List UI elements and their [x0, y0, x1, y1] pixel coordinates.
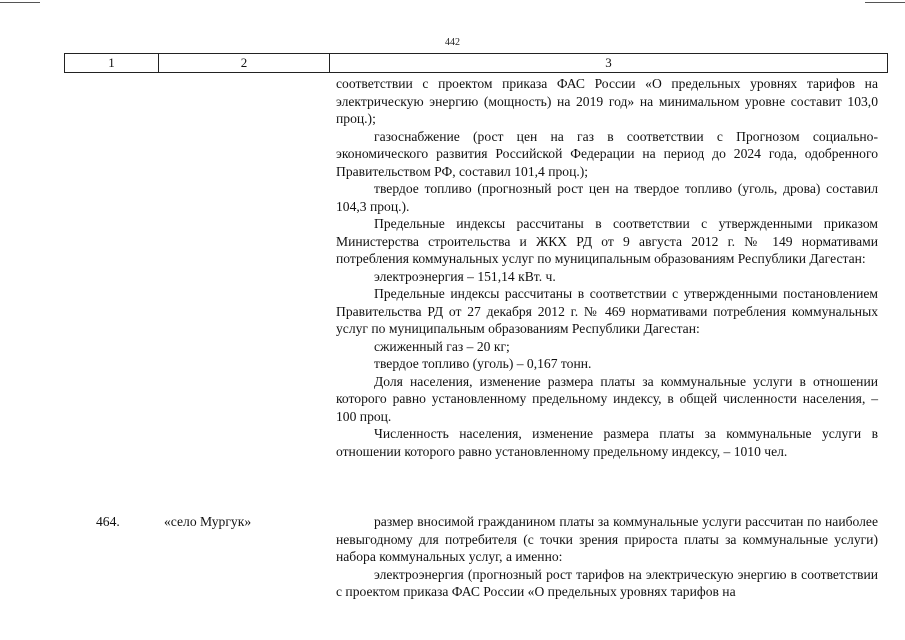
header-col-3: 3: [329, 54, 888, 72]
paragraph: соответствии с проектом приказа ФАС России «О предельных уровнях тарифов на электрическую энергию (мощность) на 2019 год» на минимальном уровне составит 103,0 проц.);: [336, 76, 878, 126]
header-col-2: 2: [158, 54, 329, 72]
paragraph: электроэнергия (прогнозный рост тарифов на электрическую энергию в соответствии с проектом приказа ФАС России «О предельных уровнях тарифов на: [336, 566, 878, 599]
top-edge-line-right: [865, 2, 905, 3]
entry-number: 464.: [96, 514, 120, 529]
list-item: твердое топливо (уголь) – 0,167 тонн.: [374, 356, 592, 371]
entry-settlement-name: «село Мургук»: [164, 514, 252, 529]
table-header: [64, 53, 888, 73]
paragraph: Численность населения, изменение размера платы за коммунальные услуги в отношении которого равно установленному предельному индексу, – 1010 чел.: [336, 426, 878, 459]
list-item: электроэнергия – 151,14 кВт. ч.: [374, 268, 556, 284]
header-col-1: 1: [64, 54, 158, 72]
entry-text: [336, 513, 878, 601]
top-edge-line-left: [0, 2, 40, 3]
paragraph: газоснабжение (рост цен на газ в соответствии с Прогнозом социально-экономического развития Российской Федерации на период до 2024 года, одобренного Правительством РФ, составил 101,4 проц.);: [336, 128, 878, 179]
list-item: сжиженный газ – 20 кг;: [374, 338, 510, 354]
paragraph: Предельные индексы рассчитаны в соответствии с утвержденными постановлением Правительства РД от 27 декабря 2012 г. № 469 нормативами потребления коммунальных услуг по муниципальным образованиям Республики Дагестан:: [336, 286, 878, 336]
paragraph: Доля населения, изменение размера платы за коммунальные услуги в отношении которого равно установленному предельному индексу, в общей численности населения, – 100 проц.: [336, 373, 878, 424]
paragraph: размер вносимой гражданином платы за коммунальные услуги рассчитан по наиболее невыгодному для потребителя (с точки зрения прироста платы за коммунальные услуги) набора коммунальных услуг, а именно:: [336, 514, 878, 564]
paragraph: твердое топливо (прогнозный рост цен на твердое топливо (уголь, дрова) составил 104,3 проц.).: [336, 181, 878, 214]
paragraph: Предельные индексы рассчитаны в соответствии с утвержденными приказом Министерства строительства и ЖКХ РД от 9 августа 2012 г. № 149 нормативами потребления коммунальных услуг по муниципальным образованиям Республики Дагестан:: [336, 216, 878, 266]
continued-entry-text: [336, 75, 878, 460]
page-number: 442: [445, 37, 460, 48]
